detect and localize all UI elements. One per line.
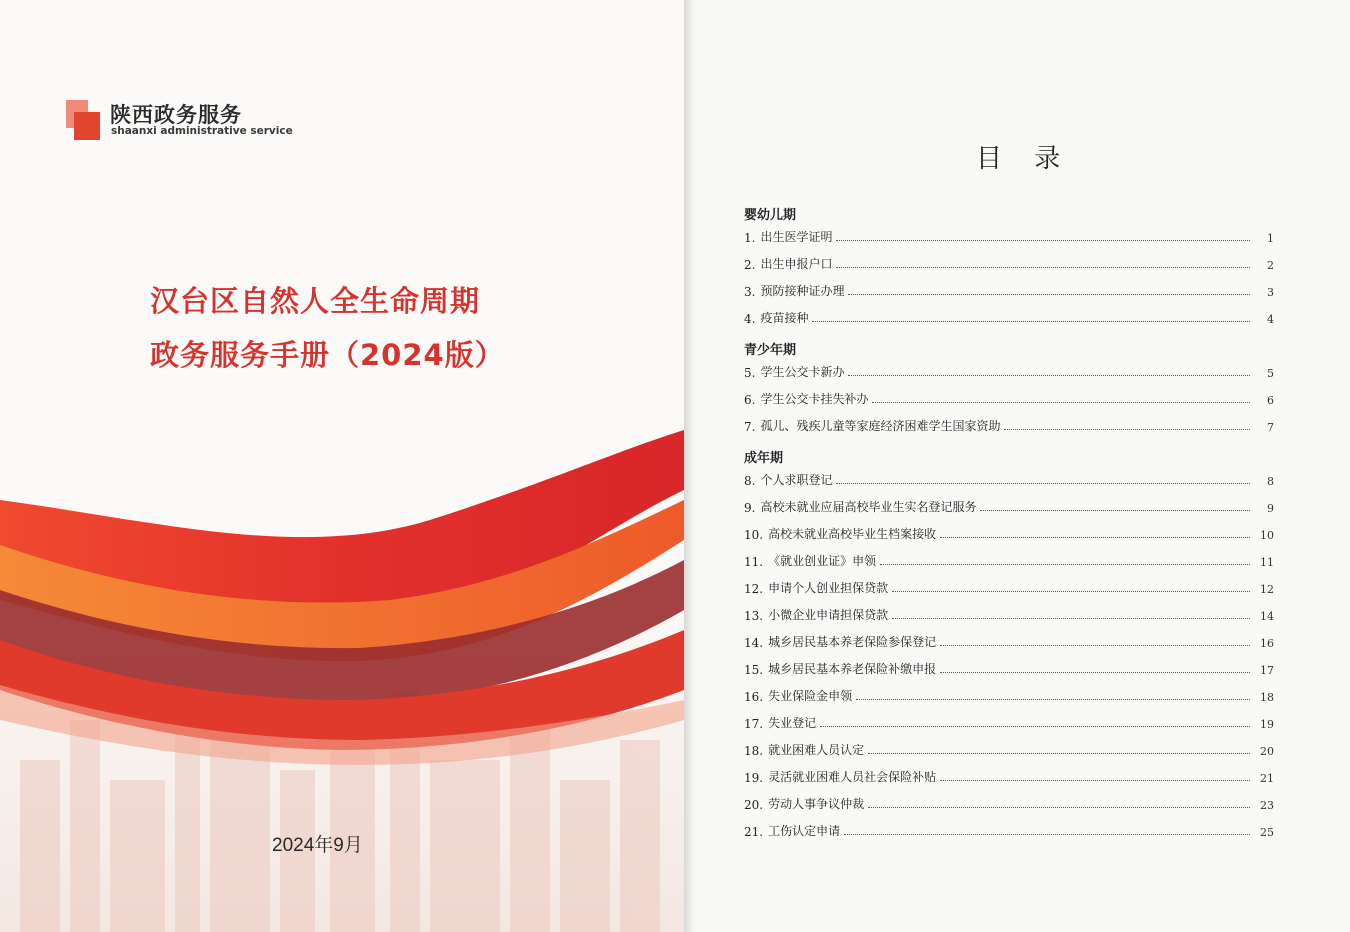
toc-entry[interactable] (744, 740, 1274, 758)
toc-entry[interactable] (744, 767, 1274, 785)
toc-entry[interactable] (744, 362, 1274, 380)
cover-title (150, 274, 610, 382)
toc-entry[interactable] (744, 713, 1274, 731)
toc-entry[interactable] (744, 551, 1274, 569)
toc-entry-number: 7. (744, 420, 756, 434)
toc-entry-number: 1. (744, 231, 756, 245)
logo-english: shaanxi administrative service (111, 125, 293, 137)
toc-entry-number: 8. (744, 474, 756, 488)
toc-entry-label: 申请个人创业担保贷款 (768, 581, 889, 595)
toc-entry[interactable] (744, 254, 1274, 272)
toc-entry-label: 失业登记 (768, 716, 817, 730)
toc-entry[interactable] (744, 308, 1274, 326)
toc-entry[interactable] (744, 578, 1274, 596)
toc-entry-label: 预防接种证办理 (760, 284, 845, 298)
toc-entry[interactable] (744, 470, 1274, 488)
toc-dot-leader (892, 590, 1250, 592)
toc-entry-label: 劳动人事争议仲裁 (768, 797, 865, 811)
toc-entry-page: 8 (1267, 475, 1274, 488)
toc-entry-number: 10. (744, 528, 764, 542)
toc-dot-leader (836, 239, 1250, 241)
toc-entry-page: 12 (1260, 583, 1274, 596)
toc-entry-number: 3. (744, 285, 756, 299)
toc-entry-number: 18. (744, 744, 764, 758)
toc-entry-label: 高校未就业应届高校毕业生实名登记服务 (760, 500, 977, 514)
toc-entry-number: 19. (744, 771, 764, 785)
toc-entry-page: 2 (1267, 259, 1274, 272)
toc-entry-page: 14 (1260, 610, 1274, 623)
toc-entry[interactable] (744, 416, 1274, 434)
logo-mark-icon (66, 100, 100, 140)
toc-entry-page: 10 (1260, 529, 1274, 542)
toc-dot-leader (892, 617, 1250, 619)
toc-page (698, 0, 1350, 932)
toc-dot-leader (836, 482, 1250, 484)
toc-entry-label: 个人求职登记 (760, 473, 833, 487)
toc-dot-leader (848, 374, 1250, 376)
toc-entry-page: 16 (1260, 637, 1274, 650)
toc-entry-label: 就业困难人员认定 (768, 743, 865, 757)
toc-entry-page: 19 (1260, 718, 1274, 731)
toc-dot-leader (940, 671, 1250, 673)
book-spine (684, 0, 698, 932)
toc-entry-page: 11 (1260, 556, 1274, 569)
cover-title-line1: 汉台区自然人全生命周期 (150, 284, 481, 318)
toc-entry-page: 4 (1267, 313, 1274, 326)
toc-entry-label: 出生医学证明 (760, 230, 833, 244)
toc-entry[interactable] (744, 821, 1274, 839)
toc-dot-leader (880, 563, 1250, 565)
toc-entry-label: 灵活就业困难人员社会保险补贴 (768, 770, 937, 784)
cover-title-line2: 政务服务手册（2024版） (150, 338, 505, 372)
toc-entry[interactable] (744, 227, 1274, 245)
cover-date: 2024年9月 (272, 835, 363, 856)
toc-entry-label: 高校未就业高校毕业生档案接收 (768, 527, 937, 541)
logo-name: 陕西政务服务 (110, 103, 242, 127)
toc-dot-leader (940, 536, 1250, 538)
toc-entry-page: 18 (1260, 691, 1274, 704)
toc-dot-leader (940, 644, 1250, 646)
toc-entry-page: 23 (1260, 799, 1274, 812)
toc-entry[interactable] (744, 524, 1274, 542)
toc-dot-leader (868, 752, 1250, 754)
toc-entry-number: 4. (744, 312, 756, 326)
toc-dot-leader (1004, 428, 1250, 430)
toc-entry-page: 5 (1267, 367, 1274, 380)
toc-entry-page: 7 (1267, 421, 1274, 434)
toc-entry-number: 17. (744, 717, 764, 731)
toc-entry-number: 13. (744, 609, 764, 623)
toc-entry-number: 6. (744, 393, 756, 407)
toc-entry-number: 2. (744, 258, 756, 272)
toc-entry-label: 失业保险金申领 (768, 689, 853, 703)
toc-entry-number: 20. (744, 798, 764, 812)
toc-entry-number: 5. (744, 366, 756, 380)
toc-entry-number: 11. (744, 555, 764, 569)
toc-entry[interactable] (744, 686, 1274, 704)
toc-entry-number: 16. (744, 690, 764, 704)
toc-entry-label: 出生申报户口 (760, 257, 833, 271)
logo (66, 98, 326, 148)
toc-entry-label: 《就业创业证》申领 (768, 554, 877, 568)
toc-dot-leader (836, 266, 1250, 268)
toc-entry[interactable] (744, 281, 1274, 299)
toc-dot-leader (856, 698, 1250, 700)
toc-entry-number: 12. (744, 582, 764, 596)
toc-dot-leader (868, 806, 1250, 808)
toc-section-heading: 成年期 (744, 451, 784, 466)
toc-entry-page: 21 (1260, 772, 1274, 785)
toc-entry-page: 9 (1267, 502, 1274, 515)
toc-entry-label: 学生公交卡挂失补办 (760, 392, 869, 406)
toc-entry-label: 疫苗接种 (760, 311, 809, 325)
toc-entry[interactable] (744, 794, 1274, 812)
toc-entry[interactable] (744, 497, 1274, 515)
toc-entry-page: 17 (1260, 664, 1274, 677)
toc-entry-number: 14. (744, 636, 764, 650)
toc-entry[interactable] (744, 632, 1274, 650)
toc-entry-label: 小微企业申请担保贷款 (768, 608, 889, 622)
toc-entry-page: 1 (1267, 232, 1274, 245)
toc-entry-number: 21. (744, 825, 764, 839)
toc-entry-label: 城乡居民基本养老保险补缴申报 (768, 662, 937, 676)
toc-section-heading: 婴幼儿期 (744, 208, 797, 223)
toc-entry[interactable] (744, 389, 1274, 407)
toc-section-heading: 青少年期 (744, 343, 797, 358)
toc-entry-page: 20 (1260, 745, 1274, 758)
toc-title: 目 录 (976, 144, 1073, 174)
toc-entry-number: 9. (744, 501, 756, 515)
toc-entry-label: 学生公交卡新办 (760, 365, 845, 379)
toc-dot-leader (940, 779, 1250, 781)
toc-entry-page: 25 (1260, 826, 1274, 839)
toc-dot-leader (812, 320, 1250, 322)
toc-dot-leader (844, 833, 1250, 835)
toc-dot-leader (820, 725, 1250, 727)
toc-entry-label: 城乡居民基本养老保险参保登记 (768, 635, 937, 649)
toc-entry-number: 15. (744, 663, 764, 677)
toc-dot-leader (872, 401, 1250, 403)
toc-entry[interactable] (744, 659, 1274, 677)
toc-dot-leader (848, 293, 1250, 295)
toc-entry-label: 孤儿、残疾儿童等家庭经济困难学生国家资助 (760, 419, 1001, 433)
toc-entry-page: 6 (1267, 394, 1274, 407)
toc-entry-page: 3 (1267, 286, 1274, 299)
toc-entry[interactable] (744, 605, 1274, 623)
toc-dot-leader (980, 509, 1250, 511)
toc-entry-label: 工伤认定申请 (768, 824, 841, 838)
